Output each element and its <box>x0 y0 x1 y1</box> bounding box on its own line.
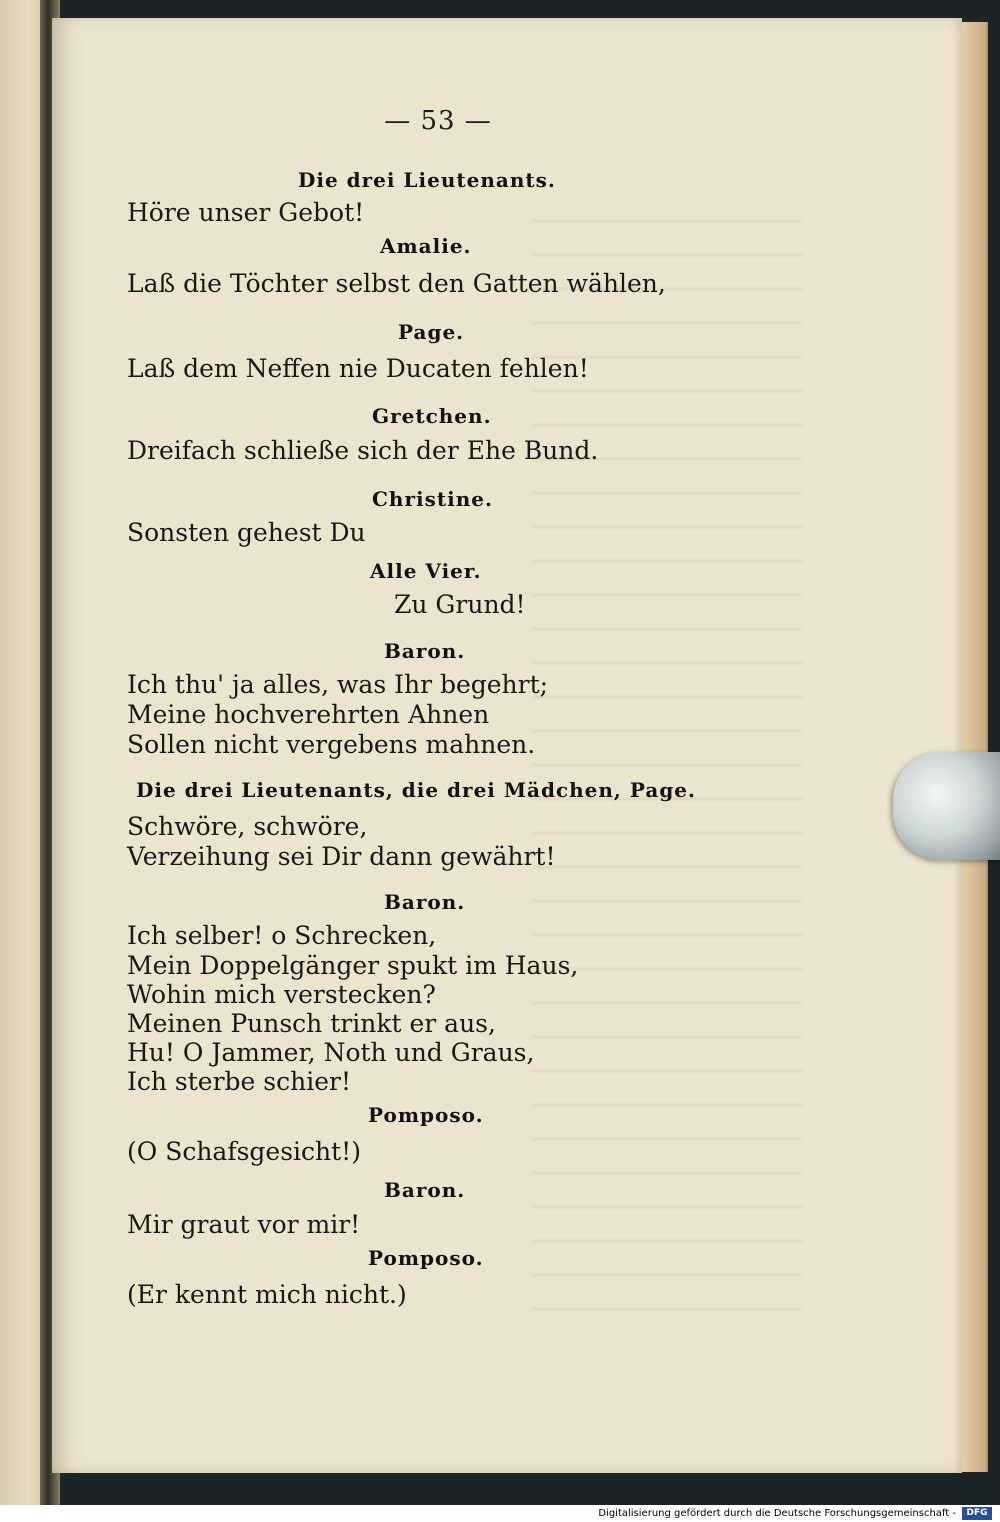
verse-line: Dreifach schließe sich der Ehe Bund. <box>127 436 599 465</box>
verse-line: Sonsten gehest Du <box>127 518 366 547</box>
page-number: — 53 — <box>384 106 492 136</box>
speaker-label: Pomposo. <box>368 1103 484 1127</box>
speaker-label: Page. <box>398 320 465 344</box>
verse-line: Höre unser Gebot! <box>127 198 365 227</box>
verse-line: Laß dem Neffen nie Ducaten fehlen! <box>127 354 589 383</box>
speaker-label: Alle Vier. <box>370 559 482 583</box>
speaker-label: Die drei Lieutenants. <box>298 168 556 192</box>
verse-line: Zu Grund! <box>394 590 526 619</box>
verse-line: (O Schafsgesicht!) <box>127 1137 361 1166</box>
speaker-label: Baron. <box>384 639 466 663</box>
verse-line: Ich selber! o Schrecken, <box>127 921 437 950</box>
verse-line: Ich thu' ja alles, was Ihr begehrt; <box>127 670 549 699</box>
speaker-label: Baron. <box>384 890 466 914</box>
speaker-label: Amalie. <box>380 234 472 258</box>
speaker-label: Gretchen. <box>372 404 492 428</box>
verse-line: Wohin mich verstecken? <box>127 980 436 1009</box>
speaker-label: Christine. <box>372 487 493 511</box>
funding-credit: Digitalisierung gefördert durch die Deutsche Forschungsgemeinschaft - <box>598 1508 956 1519</box>
verse-line: Sollen nicht vergebens mahnen. <box>127 730 536 759</box>
page-clip <box>893 752 1000 860</box>
verse-line: Meine hochverehrten Ahnen <box>127 700 490 729</box>
verse-line: Ich sterbe schier! <box>127 1067 352 1096</box>
verse-line: Hu! O Jammer, Noth und Graus, <box>127 1038 535 1067</box>
verse-line: Laß die Töchter selbst den Gatten wählen, <box>127 269 666 298</box>
speaker-label: Pomposo. <box>368 1246 484 1270</box>
verse-line: Verzeihung sei Dir dann gewährt! <box>127 842 556 871</box>
dfg-logo: DFG <box>962 1507 992 1520</box>
verse-line: (Er kennt mich nicht.) <box>127 1280 407 1309</box>
speaker-label: Baron. <box>384 1178 466 1202</box>
verse-line: Mein Doppelgänger spukt im Haus, <box>127 951 579 980</box>
verse-line: Mir graut vor mir! <box>127 1210 361 1239</box>
verse-line: Meinen Punsch trinkt er aus, <box>127 1009 496 1038</box>
footer-bar <box>0 1505 1000 1522</box>
verse-line: Schwöre, schwöre, <box>127 812 368 841</box>
speaker-label: Die drei Lieutenants, die drei Mädchen, Page. <box>136 778 696 802</box>
